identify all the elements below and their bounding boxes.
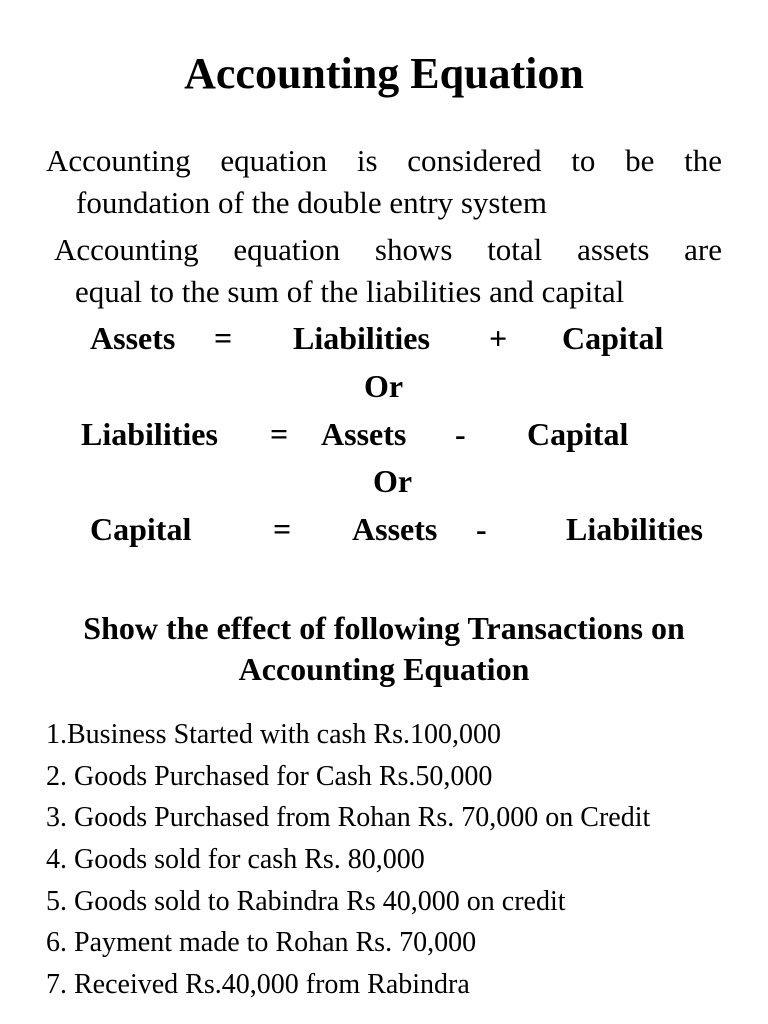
equation-explanation-paragraph [54,229,722,313]
equation-2-term-a: Liabilities [81,416,218,452]
transactions-heading [0,608,768,690]
transaction-item: 4. Goods sold for cash Rs. 80,000 [46,844,425,876]
equation-2-minus: - [455,416,466,452]
transactions-list [46,714,650,1006]
equation-2-equals: = [270,416,289,452]
transaction-item: 7. Received Rs.40,000 from Rabindra [46,969,470,1001]
or-separator-1: Or [364,368,404,404]
transaction-item: 5. Goods sold to Rabindra Rs 40,000 on credit [46,885,566,917]
equation-3-equals: = [273,511,292,547]
equation-3-term-c: Liabilities [566,511,703,547]
transaction-item: 2. Goods Purchased for Cash Rs.50,000 [46,760,493,792]
transaction-item: 1.Business Started with cash Rs.100,000 [46,719,501,750]
or-separator-2: Or [373,463,413,499]
page-title: Accounting Equation [184,49,584,98]
definition-line-2: foundation of the double entry system [76,185,547,220]
equation-3-term-a: Capital [90,511,192,547]
definition-paragraph [46,140,722,224]
equation-1-term-b: Liabilities [293,320,430,356]
definition-line-1: Accounting equation is considered to be the [46,143,722,178]
equation-1-equals: = [214,320,233,356]
equation-1-term-a: Assets [90,320,176,356]
equation-3-term-b: Assets [352,511,438,547]
equation-1-term-c: Capital [562,320,664,356]
explanation-line-1: Accounting equation shows total assets are [54,232,722,267]
equation-1-plus: + [489,320,508,356]
equation-2-term-c: Capital [527,416,629,452]
transaction-item: 6. Payment made to Rohan Rs. 70,000 [46,927,477,959]
explanation-line-2: equal to the sum of the liabilities and capital [75,274,625,309]
equation-3-minus: - [476,511,487,547]
transactions-heading-line-2: Accounting Equation [238,651,530,687]
transaction-item: 3. Goods Purchased from Rohan Rs. 70,000 on Credit [46,802,651,834]
equation-2-term-b: Assets [321,416,407,452]
transactions-heading-line-1: Show the effect of following Transactions on [83,610,685,646]
